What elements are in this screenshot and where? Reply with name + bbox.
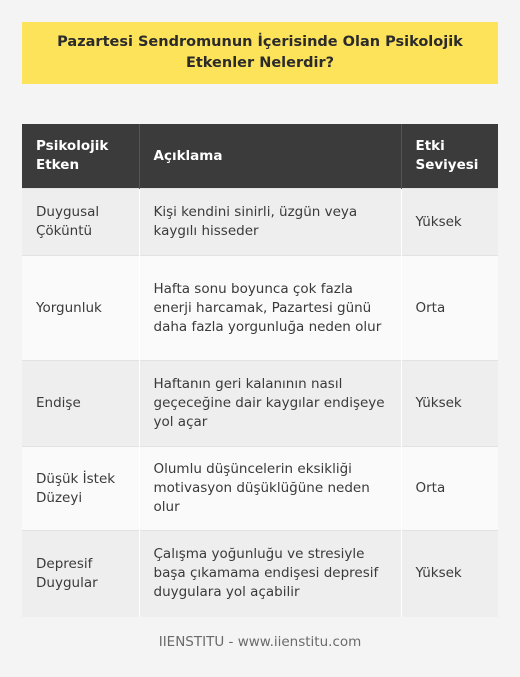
cell-description: Çalışma yoğunluğu ve stresiyle başa çıkamama endişesi depresif duygulara yol açabilir [139, 531, 401, 617]
page-title: Pazartesi Sendromunun İçerisinde Olan Psikolojik Etkenler Nelerdir? [57, 34, 463, 71]
table-row [22, 256, 498, 361]
cell-impact: Orta [401, 256, 498, 361]
table-header-row [22, 124, 498, 189]
table-row [22, 447, 498, 531]
cell-impact: Orta [401, 447, 498, 531]
cell-factor: Endişe [22, 361, 139, 447]
table-row [22, 361, 498, 447]
header-description: Açıklama [139, 124, 401, 189]
table-row [22, 531, 498, 617]
cell-factor: Duygusal Çöküntü [22, 189, 139, 256]
title-banner [22, 22, 498, 84]
cell-description: Olumlu düşüncelerin eksikliği motivasyon düşüklüğüne neden olur [139, 447, 401, 531]
header-impact: Etki Seviyesi [401, 124, 498, 189]
cell-description: Kişi kendini sinirli, üzgün veya kaygılı hisseder [139, 189, 401, 256]
cell-factor: Yorgunluk [22, 256, 139, 361]
cell-factor: Düşük İstek Düzeyi [22, 447, 139, 531]
cell-impact: Yüksek [401, 189, 498, 256]
footer-credit: IIENSTITU - www.iienstitu.com [158, 634, 362, 650]
factors-table [22, 124, 498, 617]
cell-impact: Yüksek [401, 531, 498, 617]
header-factor: Psikolojik Etken [22, 124, 139, 189]
cell-description: Haftanın geri kalanının nasıl geçeceğine dair kaygılar endişeye yol açar [139, 361, 401, 447]
cell-impact: Yüksek [401, 361, 498, 447]
cell-description: Hafta sonu boyunca çok fazla enerji harcamak, Pazartesi günü daha fazla yorgunluğa neden olur [139, 256, 401, 361]
table-row [22, 189, 498, 256]
cell-factor: Depresif Duygular [22, 531, 139, 617]
